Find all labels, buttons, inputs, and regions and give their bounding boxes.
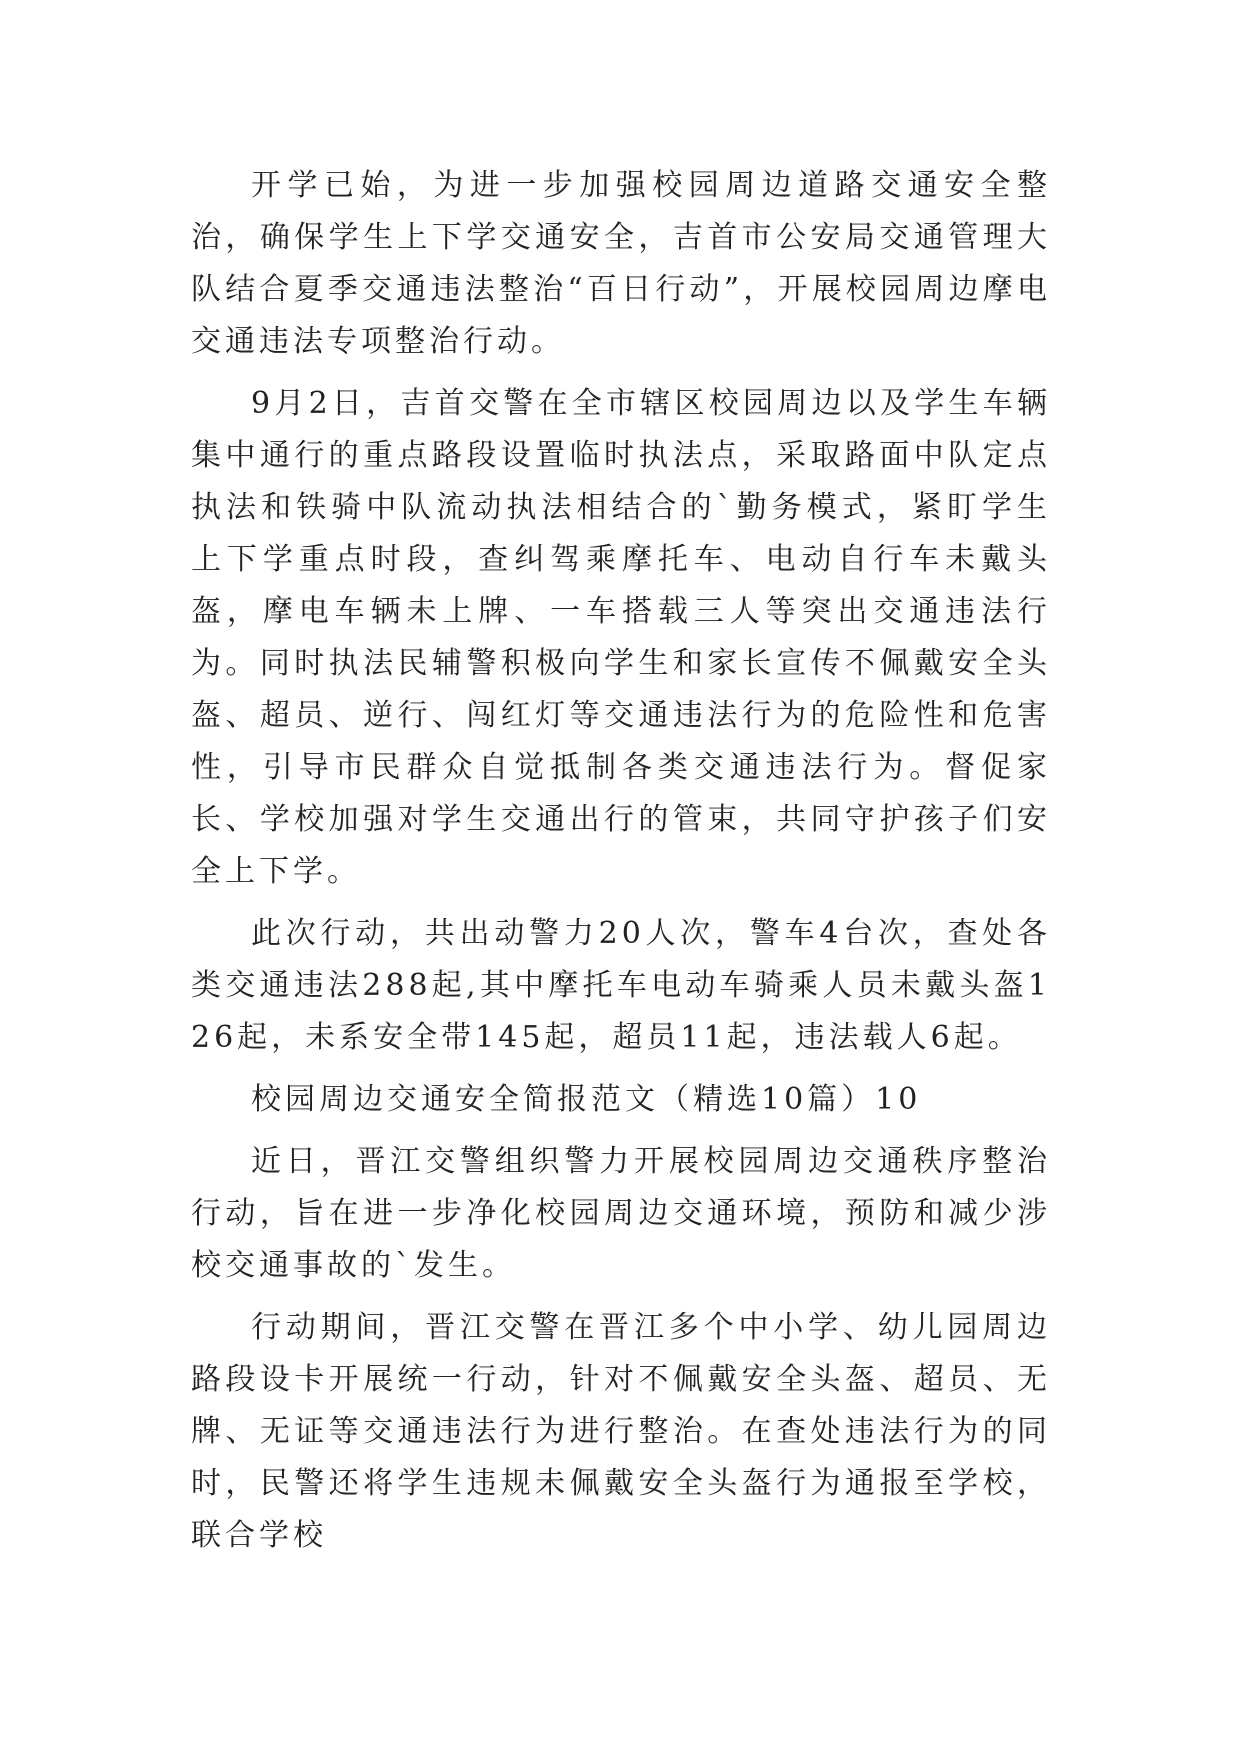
paragraph: 行动期间，晋江交警在晋江多个中小学、幼儿园周边路段设卡开展统一行动，针对不佩戴安全头盔、超员、无牌、无证等交通违法行为进行整治。在查处违法行为的同时，民警还将学生违规未佩戴安全头盔行为通报至学校，联合学校 xyxy=(191,1310,1051,1553)
document-body xyxy=(191,160,1051,1572)
paragraph: 9月2日，吉首交警在全市辖区校园周边以及学生车辆集中通行的重点路段设置临时执法点，采取路面中队定点执法和铁骑中队流动执法相结合的`勤务模式，紧盯学生上下学重点时段，查纠驾乘摩托车、电动自行车未戴头盔，摩电车辆未上牌、一车搭载三人等突出交通违法行为。同时执法民辅警积极向学生和家长宣传不佩戴安全头盔、超员、逆行、闯红灯等交通违法行为的危险性和危害性，引导市民群众自觉抵制各类交通违法行为。督促家长、学校加强对学生交通出行的管束，共同守护孩子们安全上下学。 xyxy=(191,386,1051,889)
section-heading: 校园周边交通安全简报范文（精选10篇）10 xyxy=(251,1082,922,1117)
paragraph: 近日，晋江交警组织警力开展校园周边交通秩序整治行动，旨在进一步净化校园周边交通环境，预防和减少涉校交通事故的`发生。 xyxy=(191,1144,1051,1283)
paragraph: 开学已始，为进一步加强校园周边道路交通安全整治，确保学生上下学交通安全，吉首市公安局交通管理大队结合夏季交通违法整治“百日行动”，开展校园周边摩电交通违法专项整治行动。 xyxy=(191,168,1051,359)
paragraph: 此次行动，共出动警力20人次，警车4台次，查处各类交通违法288起,其中摩托车电动车骑乘人员未戴头盔126起，未系安全带145起，超员11起，违法载人6起。 xyxy=(191,916,1051,1055)
